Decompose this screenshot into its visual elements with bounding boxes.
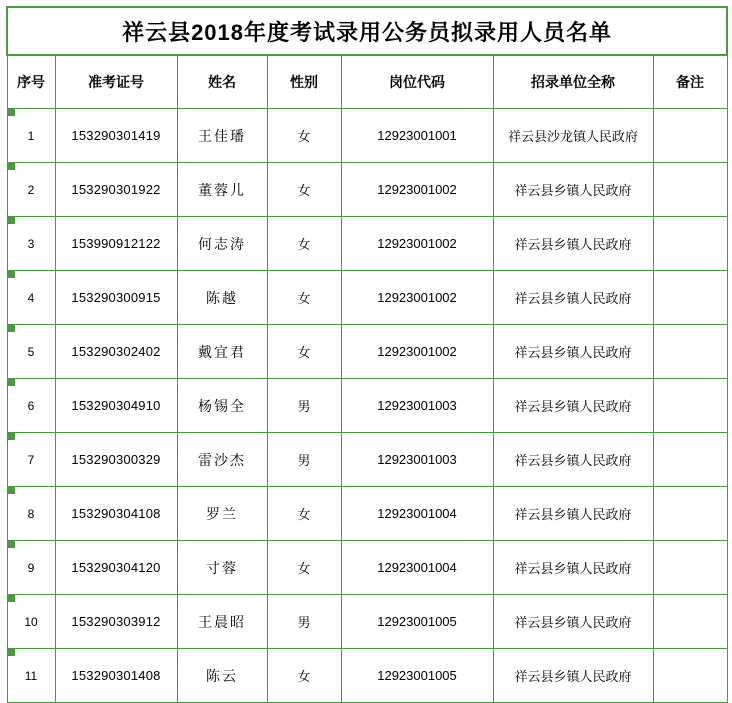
cell-unit: 祥云县乡镇人民政府 [493, 163, 653, 217]
cell-name: 董蓉儿 [177, 163, 267, 217]
table-row [7, 487, 727, 541]
cell-exam-number: 153290301408 [55, 649, 177, 703]
cell-unit: 祥云县乡镇人民政府 [493, 487, 653, 541]
cell-unit: 祥云县乡镇人民政府 [493, 217, 653, 271]
cell-gender: 女 [267, 325, 341, 379]
cell-gender: 女 [267, 271, 341, 325]
cell-note [653, 595, 727, 649]
cell-name: 杨锡全 [177, 379, 267, 433]
cell-note [653, 433, 727, 487]
cell-unit: 祥云县乡镇人民政府 [493, 271, 653, 325]
cell-post-code: 12923001002 [341, 163, 493, 217]
cell-gender: 女 [267, 649, 341, 703]
cell-note [653, 163, 727, 217]
cell-note [653, 325, 727, 379]
cell-gender: 女 [267, 109, 341, 163]
cell-unit: 祥云县乡镇人民政府 [493, 325, 653, 379]
cell-note [653, 541, 727, 595]
cell-post-code: 12923001005 [341, 649, 493, 703]
cell-index: 2 [7, 163, 55, 217]
cell-note [653, 487, 727, 541]
cell-index: 7 [7, 433, 55, 487]
table-row [7, 379, 727, 433]
column-header-exam-number: 准考证号 [55, 55, 177, 109]
table-row [7, 163, 727, 217]
cell-name: 王晨昭 [177, 595, 267, 649]
cell-gender: 男 [267, 433, 341, 487]
cell-gender: 男 [267, 379, 341, 433]
cell-post-code: 12923001002 [341, 217, 493, 271]
table-row [7, 325, 727, 379]
cell-exam-number: 153290303912 [55, 595, 177, 649]
table-row [7, 595, 727, 649]
cell-exam-number: 153290300329 [55, 433, 177, 487]
cell-note [653, 379, 727, 433]
cell-note [653, 649, 727, 703]
cell-unit: 祥云县沙龙镇人民政府 [493, 109, 653, 163]
cell-post-code: 12923001001 [341, 109, 493, 163]
cell-index: 1 [7, 109, 55, 163]
cell-index: 6 [7, 379, 55, 433]
cell-name: 王佳璠 [177, 109, 267, 163]
cell-index: 5 [7, 325, 55, 379]
cell-post-code: 12923001005 [341, 595, 493, 649]
cell-unit: 祥云县乡镇人民政府 [493, 541, 653, 595]
cell-name: 寸蓉 [177, 541, 267, 595]
table-row [7, 271, 727, 325]
column-header-gender: 性别 [267, 55, 341, 109]
cell-exam-number: 153290304120 [55, 541, 177, 595]
cell-gender: 男 [267, 595, 341, 649]
cell-index: 9 [7, 541, 55, 595]
cell-exam-number: 153290301922 [55, 163, 177, 217]
cell-index: 3 [7, 217, 55, 271]
cell-note [653, 109, 727, 163]
cell-unit: 祥云县乡镇人民政府 [493, 649, 653, 703]
cell-gender: 女 [267, 487, 341, 541]
document-title: 祥云县2018年度考试录用公务员拟录用人员名单 [7, 7, 727, 55]
cell-post-code: 12923001003 [341, 433, 493, 487]
cell-unit: 祥云县乡镇人民政府 [493, 379, 653, 433]
column-header-post-code: 岗位代码 [341, 55, 493, 109]
table-row [7, 649, 727, 703]
cell-name: 陈云 [177, 649, 267, 703]
title-row [7, 7, 727, 55]
column-header-unit: 招录单位全称 [493, 55, 653, 109]
cell-index: 10 [7, 595, 55, 649]
cell-note [653, 217, 727, 271]
cell-exam-number: 153990912122 [55, 217, 177, 271]
table-header-row [7, 55, 727, 109]
cell-name: 罗兰 [177, 487, 267, 541]
cell-post-code: 12923001004 [341, 487, 493, 541]
cell-post-code: 12923001003 [341, 379, 493, 433]
cell-exam-number: 153290302402 [55, 325, 177, 379]
cell-exam-number: 153290301419 [55, 109, 177, 163]
cell-index: 11 [7, 649, 55, 703]
cell-gender: 女 [267, 163, 341, 217]
table-row [7, 541, 727, 595]
cell-index: 4 [7, 271, 55, 325]
cell-gender: 女 [267, 217, 341, 271]
cell-exam-number: 153290300915 [55, 271, 177, 325]
table-row [7, 433, 727, 487]
cell-exam-number: 153290304910 [55, 379, 177, 433]
column-header-name: 姓名 [177, 55, 267, 109]
cell-index: 8 [7, 487, 55, 541]
column-header-note: 备注 [653, 55, 727, 109]
cell-name: 何志涛 [177, 217, 267, 271]
cell-post-code: 12923001002 [341, 271, 493, 325]
cell-unit: 祥云县乡镇人民政府 [493, 433, 653, 487]
cell-unit: 祥云县乡镇人民政府 [493, 595, 653, 649]
cell-name: 陈越 [177, 271, 267, 325]
cell-name: 戴宜君 [177, 325, 267, 379]
cell-post-code: 12923001004 [341, 541, 493, 595]
cell-note [653, 271, 727, 325]
table-row [7, 109, 727, 163]
cell-name: 雷沙杰 [177, 433, 267, 487]
cell-gender: 女 [267, 541, 341, 595]
column-header-index: 序号 [7, 55, 55, 109]
recruitment-list-table [6, 6, 728, 703]
cell-post-code: 12923001002 [341, 325, 493, 379]
cell-exam-number: 153290304108 [55, 487, 177, 541]
table-row [7, 217, 727, 271]
